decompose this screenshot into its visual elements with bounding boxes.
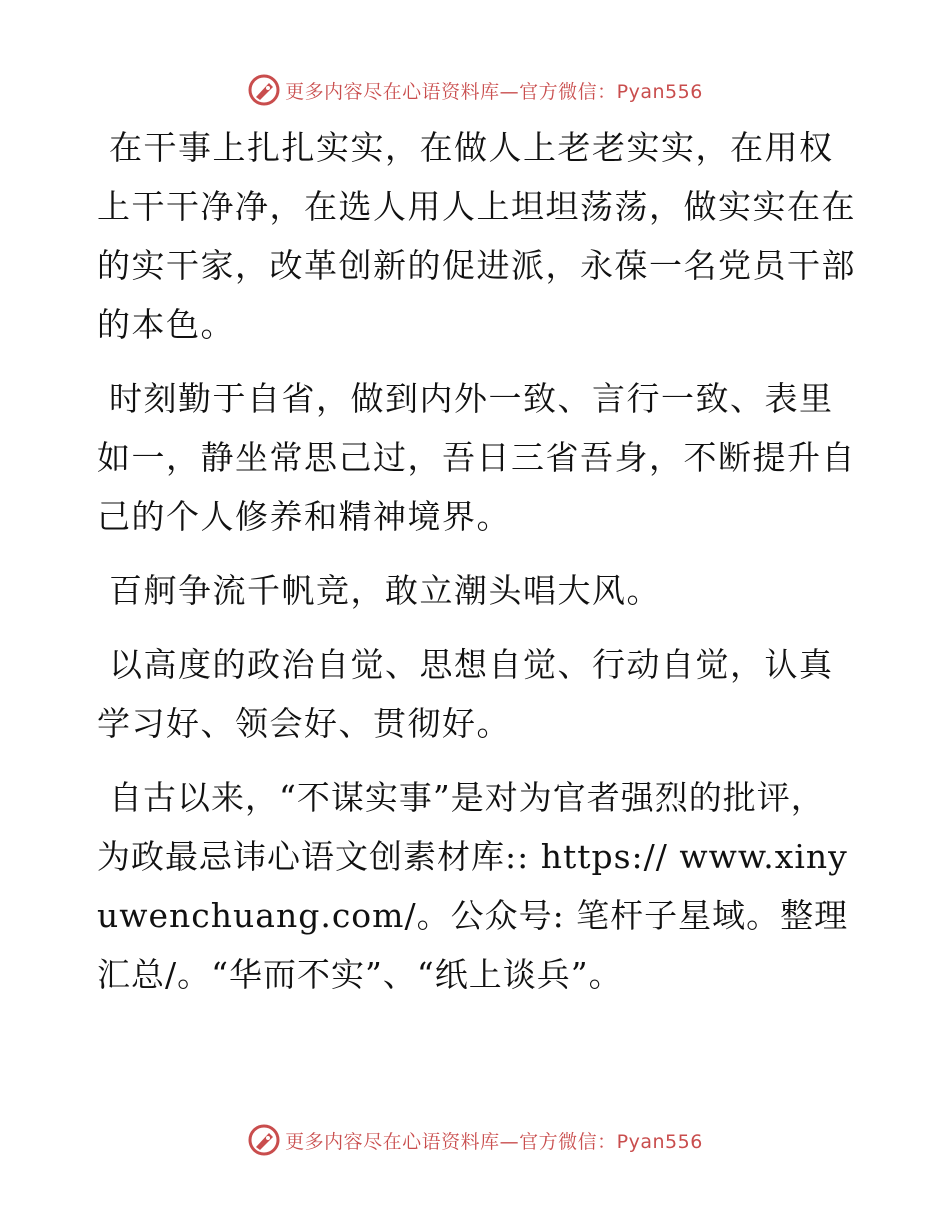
paragraph-1: 在干事上扎扎实实，在做人上老老实实，在用权上干干净净，在选人用人上坦坦荡荡，做实实在在的实干家，改革创新的促进派，永葆一名党员干部的本色。 — [97, 128, 856, 344]
paragraph-5: 自古以来，“不谋实事”是对为官者强烈的批评，为政最忌讳心语文创素材库:: https:// www.xinyuwenchuang.com/。公众号: 笔杆子星域。整理汇总/。“华而不实”、“纸上谈兵”。 — [97, 778, 849, 994]
paragraph-3: 百舸争流千帆竞，敢立潮头唱大风。 — [109, 571, 661, 610]
footer-banner-text: 更多内容尽在心语资料库—官方微信：Pyan556 — [285, 1130, 703, 1153]
paragraph-4: 以高度的政治自觉、思想自觉、行动自觉，认真学习好、领会好、贯彻好。 — [97, 645, 834, 743]
document-body — [97, 118, 857, 1019]
paragraph-2: 时刻勤于自省，做到内外一致、言行一致、表里如一，静坐常思己过，吾日三省吾身，不断提升自己的个人修养和精神境界。 — [97, 379, 856, 536]
header-banner-text: 更多内容尽在心语资料库—官方微信：Pyan556 — [285, 80, 703, 103]
header-banner — [0, 70, 950, 110]
pen-nib-logo-icon — [247, 73, 281, 107]
footer-banner — [0, 1120, 950, 1160]
pen-nib-logo-icon — [247, 1123, 281, 1157]
